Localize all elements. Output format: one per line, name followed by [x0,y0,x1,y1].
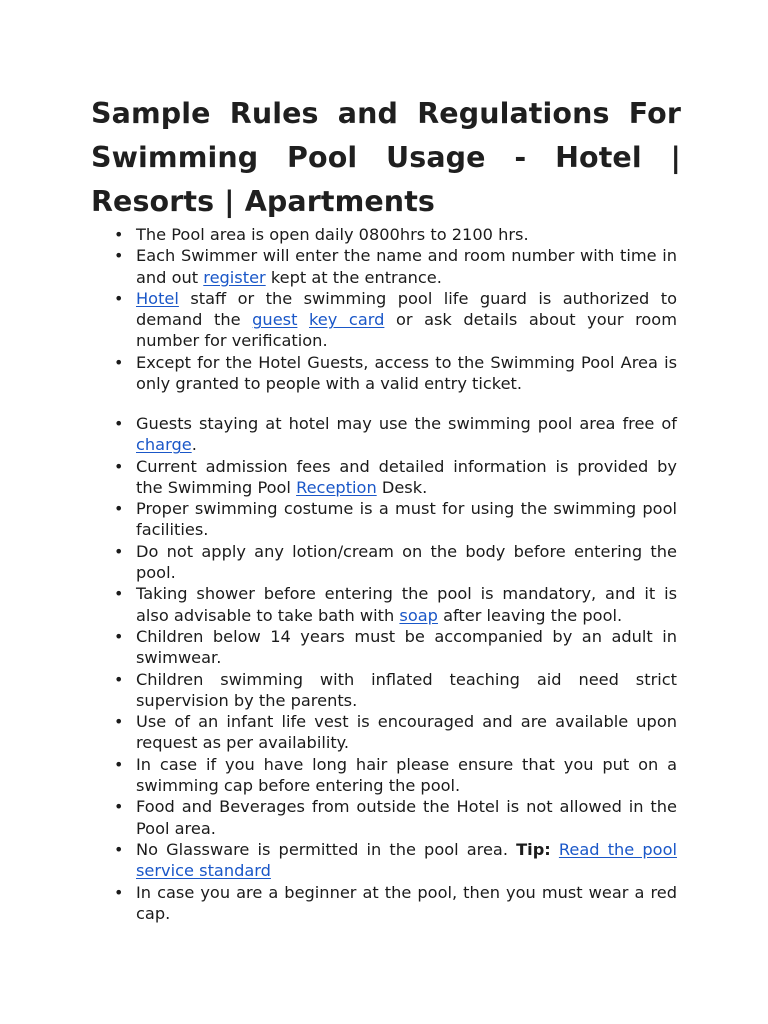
list-item-text: In case you are a beginner at the pool, then you must wear a red cap. [136,882,677,923]
list-item-text: Desk. [376,477,428,497]
list-item-text: Guests staying at hotel may use the swimming pool area free of [136,414,677,433]
list-item [136,224,677,245]
rules-list-1 [136,224,677,394]
list-item [136,288,677,352]
list-item [136,352,677,395]
list-item-text: Do not apply any lotion/cream on the body before entering the pool. [136,541,677,583]
list-item-text: Current admission fees and detailed information is provided by the Swimming Pool [136,456,677,497]
guest-link[interactable]: guest [252,310,298,330]
list-item [136,413,677,456]
list-item [136,456,677,499]
pool-service-standard-link[interactable]: Read the pool service standard [136,839,677,881]
page-title: Sample Rules and Regulations For Swimming Pool Usage - Hotel | Resorts | Apartments [91,97,681,218]
list-item-text: after leaving the pool. [437,605,623,625]
list-item [136,754,677,797]
list-item [136,626,677,669]
register-link[interactable]: register [203,267,266,287]
list-item-text: . [191,435,197,455]
charge-link[interactable]: charge [136,435,192,455]
list-item-text: Food and Beverages from outside the Hotel is not allowed in the Pool area. [136,797,677,838]
list-item-text: Proper swimming costume is a must for using the swimming pool facilities. [136,499,677,540]
list-item-text: Children below 14 years must be accompanied by an adult in swimwear. [136,626,677,668]
list-item [136,541,677,584]
key-card-link[interactable]: key card [309,310,385,330]
list-item-text: or ask details about your room number for verification. [136,310,677,351]
list-item-text: staff or the swimming pool life guard is authorized to demand the [136,288,677,330]
list-item-text: Use of an infant life vest is encouraged and are available upon request as per availability. [136,712,677,753]
list-item-text: No Glassware is permitted in the pool area. [136,839,517,859]
list-item [136,839,677,882]
list-item [136,711,677,754]
list-item [136,796,677,839]
list-item-text: Each Swimmer will enter the name and room number with time in and out [136,246,677,287]
list-item-text: Except for the Hotel Guests, access to the Swimming Pool Area is only granted to people with a valid entry ticket. [136,352,677,394]
list-item [136,669,677,712]
list-item [136,882,677,925]
list-item-text: In case if you have long hair please ensure that you put on a swimming cap before entering the pool. [136,754,677,796]
list-item-text: Children swimming with inflated teaching aid need strict supervision by the parents. [136,669,677,710]
list-item-text: The Pool area is open daily 0800hrs to 2100 hrs. [136,225,529,244]
hotel-link[interactable]: Hotel [136,288,179,308]
list-item-text: kept at the entrance. [265,267,442,287]
list-item [136,583,677,626]
reception-link[interactable]: Reception [296,477,377,497]
list-item [136,498,677,541]
rules-list-2 [136,413,677,924]
soap-link[interactable]: soap [399,605,438,625]
list-item-text: Taking shower before entering the pool is mandatory, and it is also advisable to take bath with [136,584,677,625]
list-item [136,245,677,288]
tip-label: Tip: [516,839,551,859]
